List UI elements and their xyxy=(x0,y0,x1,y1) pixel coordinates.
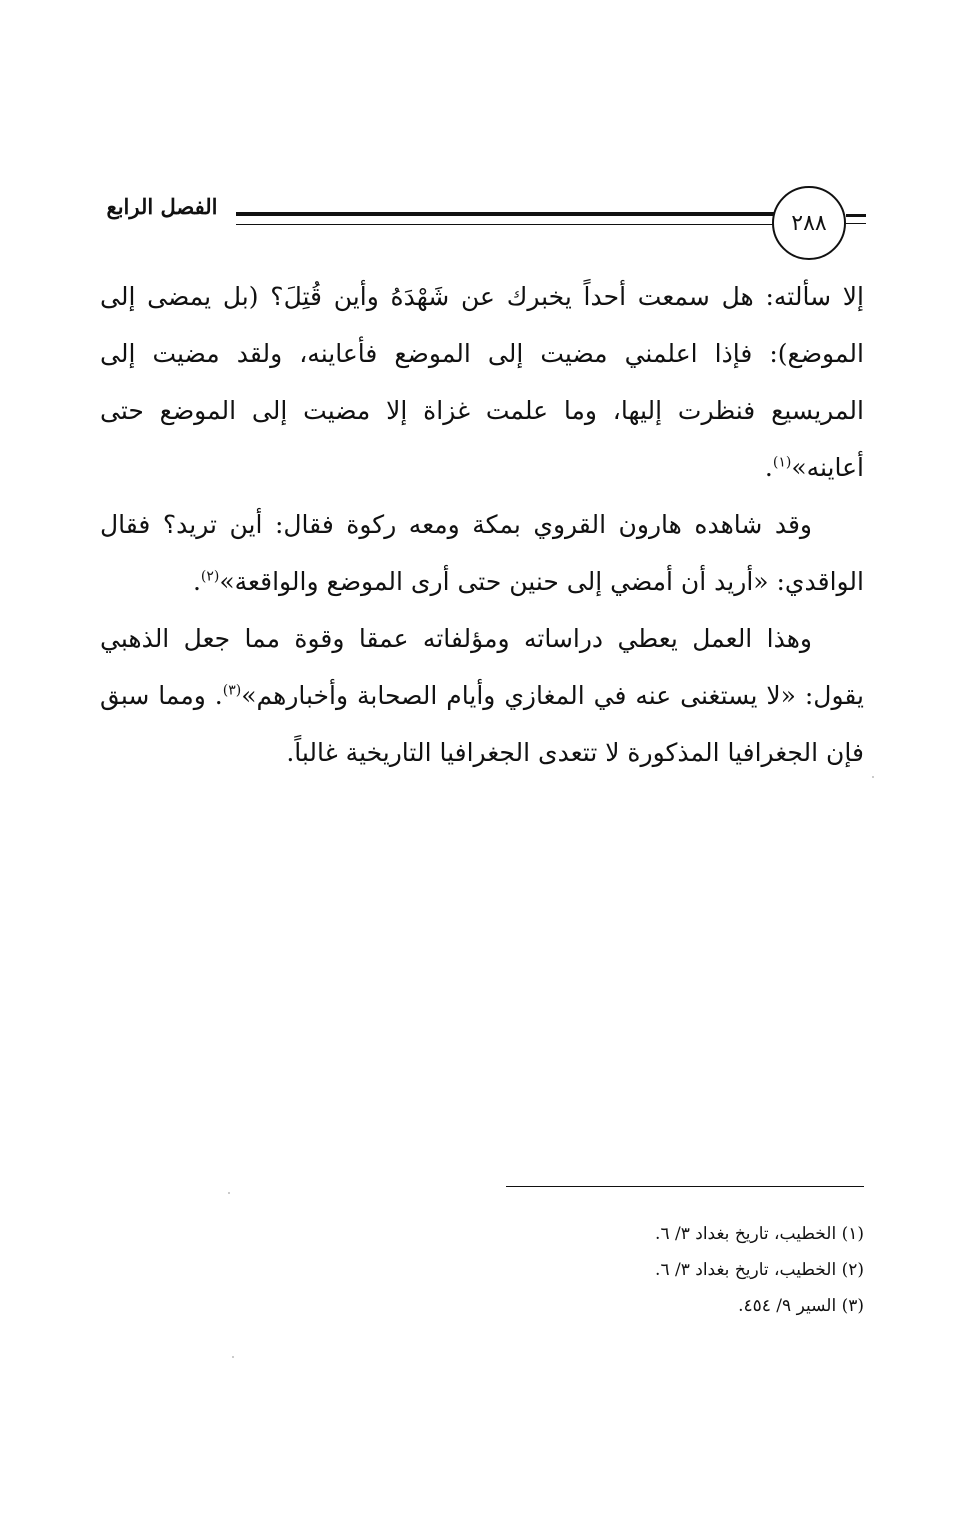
header-rule xyxy=(236,212,774,225)
page-number-text: ٢٨٨ xyxy=(791,210,827,236)
scan-speck xyxy=(228,1192,230,1194)
footnote-separator xyxy=(506,1186,864,1187)
page-header xyxy=(96,180,866,260)
footnote-ref-3: (٣) xyxy=(222,682,242,699)
paragraph-1: إلا سألته: هل سمعت أحداً يخبرك عن شَهْدَهُ وأين قُتِلَ؟ (بل يمضى إلى الموضع): فإذا اعلمني مضيت إلى الموضع فأعاينه، ولقد مضيت إلى المريسيع فنظرت إليها، وما علمت غزاة إلا مضيت إلى الموضع حتى أعاينه»$^{(١)}$. xyxy=(100,282,864,482)
header-rule-end xyxy=(846,214,866,224)
scan-speck xyxy=(872,776,874,778)
footnote-ref-2: (٢) xyxy=(200,568,220,585)
footnote-ref-1: (١) xyxy=(772,454,792,471)
page-number xyxy=(772,186,846,260)
footnote-3: (٣) السير ٩/ ٤٥٤. xyxy=(738,1296,864,1316)
footnote-1: (١) الخطيب، تاريخ بغداد ٣/ ٦. xyxy=(655,1224,864,1244)
chapter-title: الفصل الرابع xyxy=(106,194,218,219)
footnotes xyxy=(460,1216,864,1324)
footnote-2: (٢) الخطيب، تاريخ بغداد ٣/ ٦. xyxy=(655,1260,864,1280)
paragraph-3: وهذا العمل يعطي دراساته ومؤلفاته عمقا وقوة مما جعل الذهبي يقول: «لا يستغنى عنه في المغازي وأيام الصحابة وأخبارهم»$^{(٣)}$. ومما سبق فإن الجغرافيا المذكورة لا تتعدى الجغرافيا التاريخية غالباً. xyxy=(100,624,864,767)
paragraph-2: وقد شاهده هارون القروي بمكة ومعه ركوة فقال: أين تريد؟ فقال الواقدي: «أريد أن أمضي إلى حنين حتى أرى الموضع والواقعة»$^{(٢)}$. xyxy=(100,510,864,596)
scan-speck xyxy=(232,1356,234,1358)
main-text xyxy=(100,268,864,781)
